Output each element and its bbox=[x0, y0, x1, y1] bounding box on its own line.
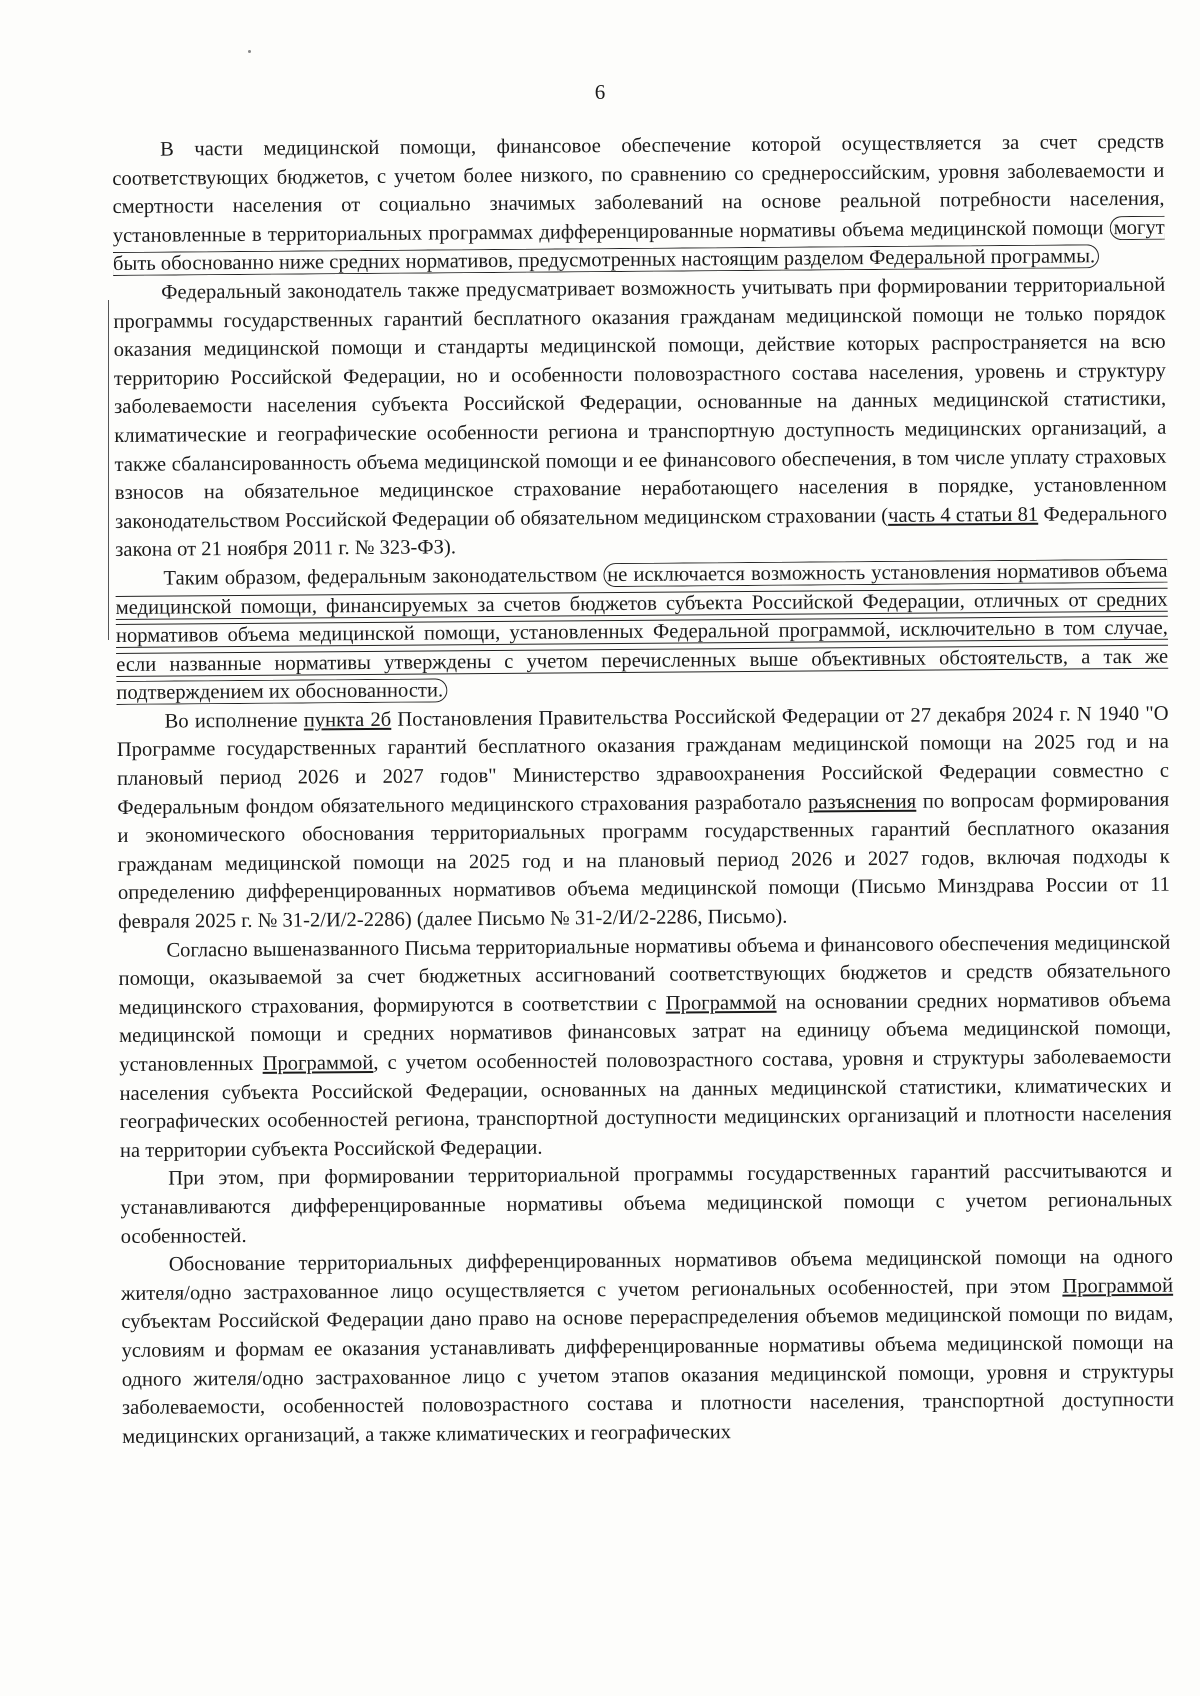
program-link[interactable]: Программой bbox=[262, 1051, 374, 1075]
paragraph-5-text: Согласно вышеназванного Письма территориальные нормативы объема и финансового обеспечения медицинской помощи, оказываемой за счет бюджетных ассигнований соответствующих бюджетов и средств обязательного медицинского страхования, формируются в соответствии с bbox=[118, 931, 1171, 1019]
paragraph-6 bbox=[120, 1157, 1173, 1251]
handwritten-highlight-2: не исключается возможность установления нормативов объема медицинской помощи, финансируемых за счетов бюджетов субъекта Российской Федерации, отличных от средних нормативов объема медицинской помощи, установленных Федеральной программой, исключительно в том случае, если названные нормативы утверждены с учетом перечисленных выше объективных обстоятельств, а так же подтверждением их обоснованности. bbox=[115, 559, 1169, 705]
paragraph-7 bbox=[121, 1243, 1175, 1451]
page-number: 6 bbox=[594, 80, 606, 104]
paragraph-5-text-3: , с учетом особенностей половозрастного состава, уровня и структуры заболеваемости населения субъекта Российской Федерации, основанных на данных медицинской статистики, климатических и географических особенностей региона, транспортной доступности медицинских организаций и плотности населения на территории субъекта Российской Федерации. bbox=[119, 1045, 1172, 1162]
paragraph-2 bbox=[113, 271, 1167, 565]
paragraph-4-text-3: по вопросам формирования и экономического обоснования территориальных программ государственных гарантий бесплатного оказания гражданам медицинской помощи на 2025 год и на плановый период 2026 и 2027 годов, включая подходы к определению дифференцированных нормативов объема медицинской помощи (Письмо Минздрава России от 11 февраля 2025 г. № 31-2/И/2-2286) (далее Письмо № 31-2/И/2-2286, Письмо). bbox=[117, 788, 1171, 934]
paragraph-4-text-2: Постановления Правительства Российской Федерации от 27 декабря 2024 г. N 1940 "О Программе государственных гарантий бесплатного оказания гражданам медицинской помощи на 2025 год и на плановый период 2026 и 2027 годов" Министерство здравоохранения Российской Федерации совместно с Федеральным фондом обязательного медицинского страхования разработало bbox=[116, 702, 1170, 819]
law-reference-link[interactable]: часть 4 статьи 81 bbox=[887, 503, 1039, 527]
document-text bbox=[112, 128, 1174, 1452]
paragraph-2-text: Федеральный законодатель также предусматривает возможность учитывать при формировании территориальной программы государственных гарантий бесплатного оказания гражданам медицинской помощи не только порядок оказания медицинской помощи и стандарты медицинской помощи, действие которых распространяется на всю территорию Российской Федерации, но и особенности половозрастного состава населения, уровень и структуру заболеваемости населения субъекта Российской Федерации, основанные на данных медицинской статистики, климатические и географические особенности региона и транспортную доступность медицинских организаций, а также сбалансированность объема медицинской помощи и ее финансового обеспечения, в том числе уплату страховых взносов на обязательное медицинское страхование неработающего населения в порядке, установленном законодательством Российской Федерации об обязательном медицинском страховании ( bbox=[113, 273, 1167, 533]
scan-speck bbox=[248, 50, 251, 53]
program-link[interactable]: Программой bbox=[1062, 1274, 1174, 1298]
paragraph-2-text-end: Федерального закона от 21 ноября 2011 г. № 323-ФЗ). bbox=[115, 502, 1168, 562]
program-link[interactable]: Программой bbox=[665, 991, 777, 1015]
paragraph-7-text-2: субъектам Российской Федерации дано право на основе перераспределения объемов медицинской помощи по видам, условиям и формам ее оказания устанавливать дифференцированные нормативы объема медицинской помощи на одного жителя/одно застрахованное лицо с учетом этапов оказания медицинской помощи, уровня и структуры заболеваемости, особенностей половозрастного состава и плотности населения, транспортной доступности медицинских организаций, а также климатических и географических bbox=[121, 1303, 1175, 1448]
paragraph-5-text-2: на основании средних нормативов объема медицинской помощи и средних нормативов финансовых затрат на единицу объема медицинской помощи, установленных bbox=[118, 988, 1172, 1076]
handwritten-margin-line bbox=[108, 300, 109, 640]
paragraph-1-text: В части медицинской помощи, финансовое обеспечение которой осуществляется за счет средств соответствующих бюджетов, с учетом более низкого, по сравнению со среднероссийским, уровня заболеваемости и смертности населения от социально значимых заболеваний на основе реальной потребности населения, установленные в территориальных программах дифференцированные нормативы объема медицинской помощи bbox=[112, 130, 1165, 247]
paragraph-3 bbox=[115, 557, 1168, 708]
paragraph-6-text: При этом, при формировании территориальной программы государственных гарантий рассчитываются и устанавливаются дифференцированные нормативы объема медицинской помощи с учетом региональных особенностей. bbox=[120, 1160, 1173, 1248]
paragraph-5 bbox=[118, 928, 1172, 1165]
handwritten-highlight-1: могут быть обоснованно ниже средних нормативов, предусмотренных настоящим разделом Федеральной программы. bbox=[112, 216, 1165, 276]
explanations-link[interactable]: разъяснения bbox=[807, 790, 917, 814]
clause-reference-link[interactable]: пункта 2б bbox=[303, 708, 392, 732]
paragraph-4 bbox=[116, 700, 1170, 937]
paragraph-4-text: Во исполнение bbox=[164, 709, 304, 733]
paragraph-7-text: Обоснование территориальных дифференцированных нормативов объема медицинской помощи на одного жителя/одно застрахованное лицо осуществляется с учетом региональных особенностей, при этом bbox=[121, 1245, 1173, 1305]
paragraph-3-text: Таким образом, федеральным законодательством bbox=[163, 564, 604, 590]
paragraph-1 bbox=[112, 128, 1165, 279]
